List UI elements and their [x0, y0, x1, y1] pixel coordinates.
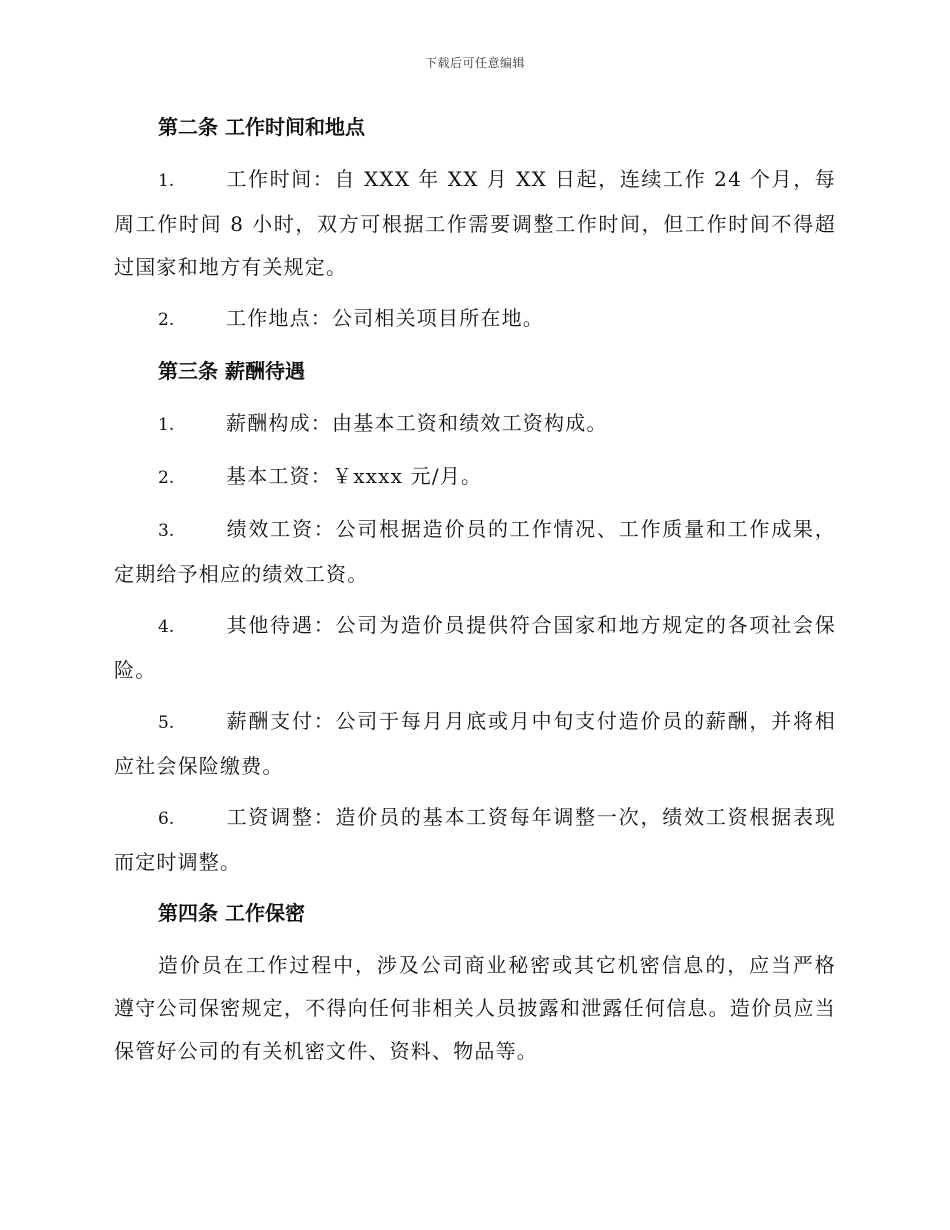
- item-text: 基本工资：￥xxxx 元/月。: [226, 464, 483, 488]
- list-item: [114, 455, 836, 500]
- document-body: [114, 106, 836, 1073]
- section-compensation: [114, 350, 836, 884]
- list-item: [114, 796, 836, 884]
- item-number: 2.: [158, 310, 175, 330]
- list-item: [114, 297, 836, 342]
- item-number: 3.: [158, 521, 175, 541]
- item-text: 工资调整：造价员的基本工资每年调整一次，绩效工资根据表现而定时调整。: [114, 805, 836, 874]
- item-number: 1.: [158, 171, 175, 191]
- item-text: 工作地点：公司相关项目所在地。: [226, 306, 544, 330]
- list-item: [114, 158, 836, 289]
- item-text: 薪酬支付：公司于每月月底或月中旬支付造价员的薪酬，并将相应社会保险缴费。: [114, 709, 836, 778]
- item-number: 2.: [158, 468, 175, 488]
- list-item: [114, 508, 836, 596]
- section-heading: 第三条 薪酬待遇: [158, 359, 305, 383]
- list-item: [114, 604, 836, 692]
- page-header: 下载后可任意编辑: [424, 56, 525, 70]
- list-item: [114, 700, 836, 788]
- item-text: 工作时间：自 XXX 年 XX 月 XX 日起，连续工作 24 个月，每周工作时间 8 小时，双方可根据工作需要调整工作时间，但工作时间不得超过国家和地方有关规定。: [114, 167, 836, 279]
- list-item: [114, 402, 836, 447]
- section-heading: 第四条 工作保密: [158, 901, 305, 925]
- item-text: 绩效工资：公司根据造价员的工作情况、工作质量和工作成果，定期给予相应的绩效工资。: [114, 517, 836, 586]
- item-number: 6.: [158, 809, 175, 829]
- section-paragraph: 造价员在工作过程中，涉及公司商业秘密或其它机密信息的，应当严格遵守公司保密规定，不得向任何非相关人员披露和泄露任何信息。造价员应当保管好公司的有关机密文件、资料、物品等。: [114, 953, 836, 1063]
- item-text: 其他待遇：公司为造价员提供符合国家和地方规定的各项社会保险。: [114, 613, 836, 682]
- item-text: 薪酬构成：由基本工资和绩效工资构成。: [226, 411, 608, 435]
- item-number: 1.: [158, 415, 175, 435]
- section-confidentiality: [114, 892, 836, 1073]
- item-number: 4.: [158, 617, 175, 637]
- section-work-time-location: [114, 106, 836, 342]
- item-number: 5.: [158, 713, 175, 733]
- section-heading: 第二条 工作时间和地点: [158, 115, 365, 139]
